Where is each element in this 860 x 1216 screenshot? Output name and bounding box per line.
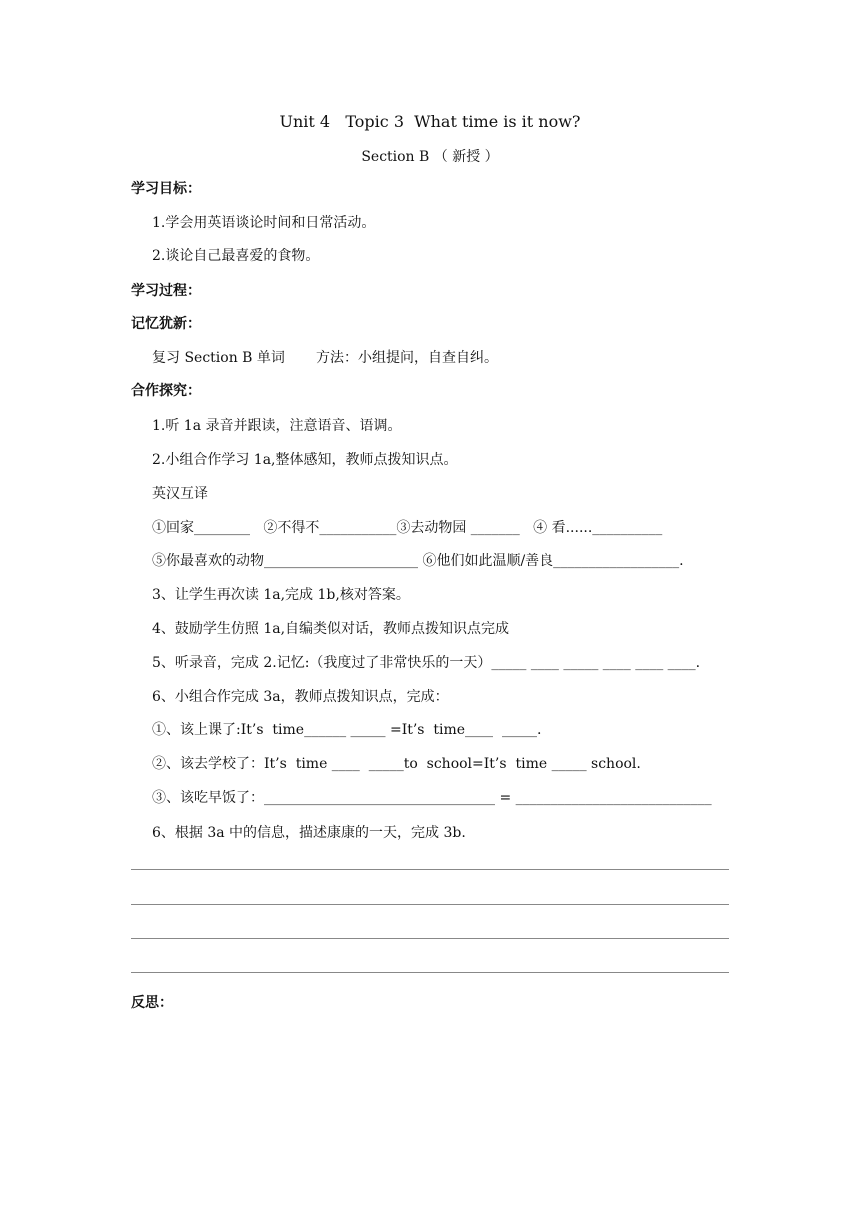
objective-item-2: 2.谈论自己最喜爱的食物。 — [152, 248, 320, 264]
explore-line-7: 6、根据 3a 中的信息，描述康康的一天，完成 3b. — [152, 825, 466, 841]
page-title: Unit 4 Topic 3 What time is it now? — [279, 112, 581, 131]
translation-heading: 英汉互译 — [152, 486, 208, 502]
explore-line-1: 1.听 1a 录音并跟读，注意语音、语调。 — [152, 418, 402, 434]
exercise-line-1: ①、该上课了:It’s time______ _____ =It’s time____ _____. — [152, 722, 542, 738]
writing-line-2[interactable] — [131, 904, 729, 905]
explore-line-5: 5、听录音，完成 2.记忆:（我度过了非常快乐的一天）_____ ____ _____ ____ ____ ____. — [152, 655, 701, 671]
translation-row-1: ①回家________ ②不得不___________③去动物园 _______ ④ 看......__________ — [152, 520, 663, 536]
review-heading: 记忆犹新： — [131, 316, 201, 332]
explore-line-6: 6、小组合作完成 3a，教师点拨知识点，完成： — [152, 689, 449, 705]
objective-item-1: 1.学会用英语谈论时间和日常活动。 — [152, 215, 376, 231]
exercise-line-3: ③、该吃早饭了：_________________________________ = ____________________________ — [152, 790, 712, 806]
process-heading: 学习过程： — [131, 283, 201, 299]
writing-line-4[interactable] — [131, 972, 729, 973]
writing-line-1[interactable] — [131, 869, 729, 870]
translation-row-2: ⑤你最喜欢的动物______________________ ⑥他们如此温顺/善良__________________. — [152, 553, 684, 569]
review-line: 复习 Section B 单词 方法：小组提问，自查自纠。 — [152, 350, 499, 366]
explore-line-4: 4、鼓励学生仿照 1a,自编类似对话，教师点拨知识点完成 — [152, 621, 510, 637]
writing-line-3[interactable] — [131, 938, 729, 939]
exercise-line-2: ②、该去学校了：It’s time ____ _____to school=It’s time _____ school. — [152, 756, 641, 772]
explore-line-3: 3、让学生再次读 1a,完成 1b,核对答案。 — [152, 587, 410, 603]
explore-heading: 合作探究： — [131, 383, 201, 399]
page-subtitle: Section B （ 新授 ） — [361, 149, 499, 165]
reflection-heading: 反思： — [131, 995, 173, 1011]
explore-line-2: 2.小组合作学习 1a,整体感知，教师点拨知识点。 — [152, 452, 458, 468]
objectives-heading: 学习目标： — [131, 181, 201, 197]
